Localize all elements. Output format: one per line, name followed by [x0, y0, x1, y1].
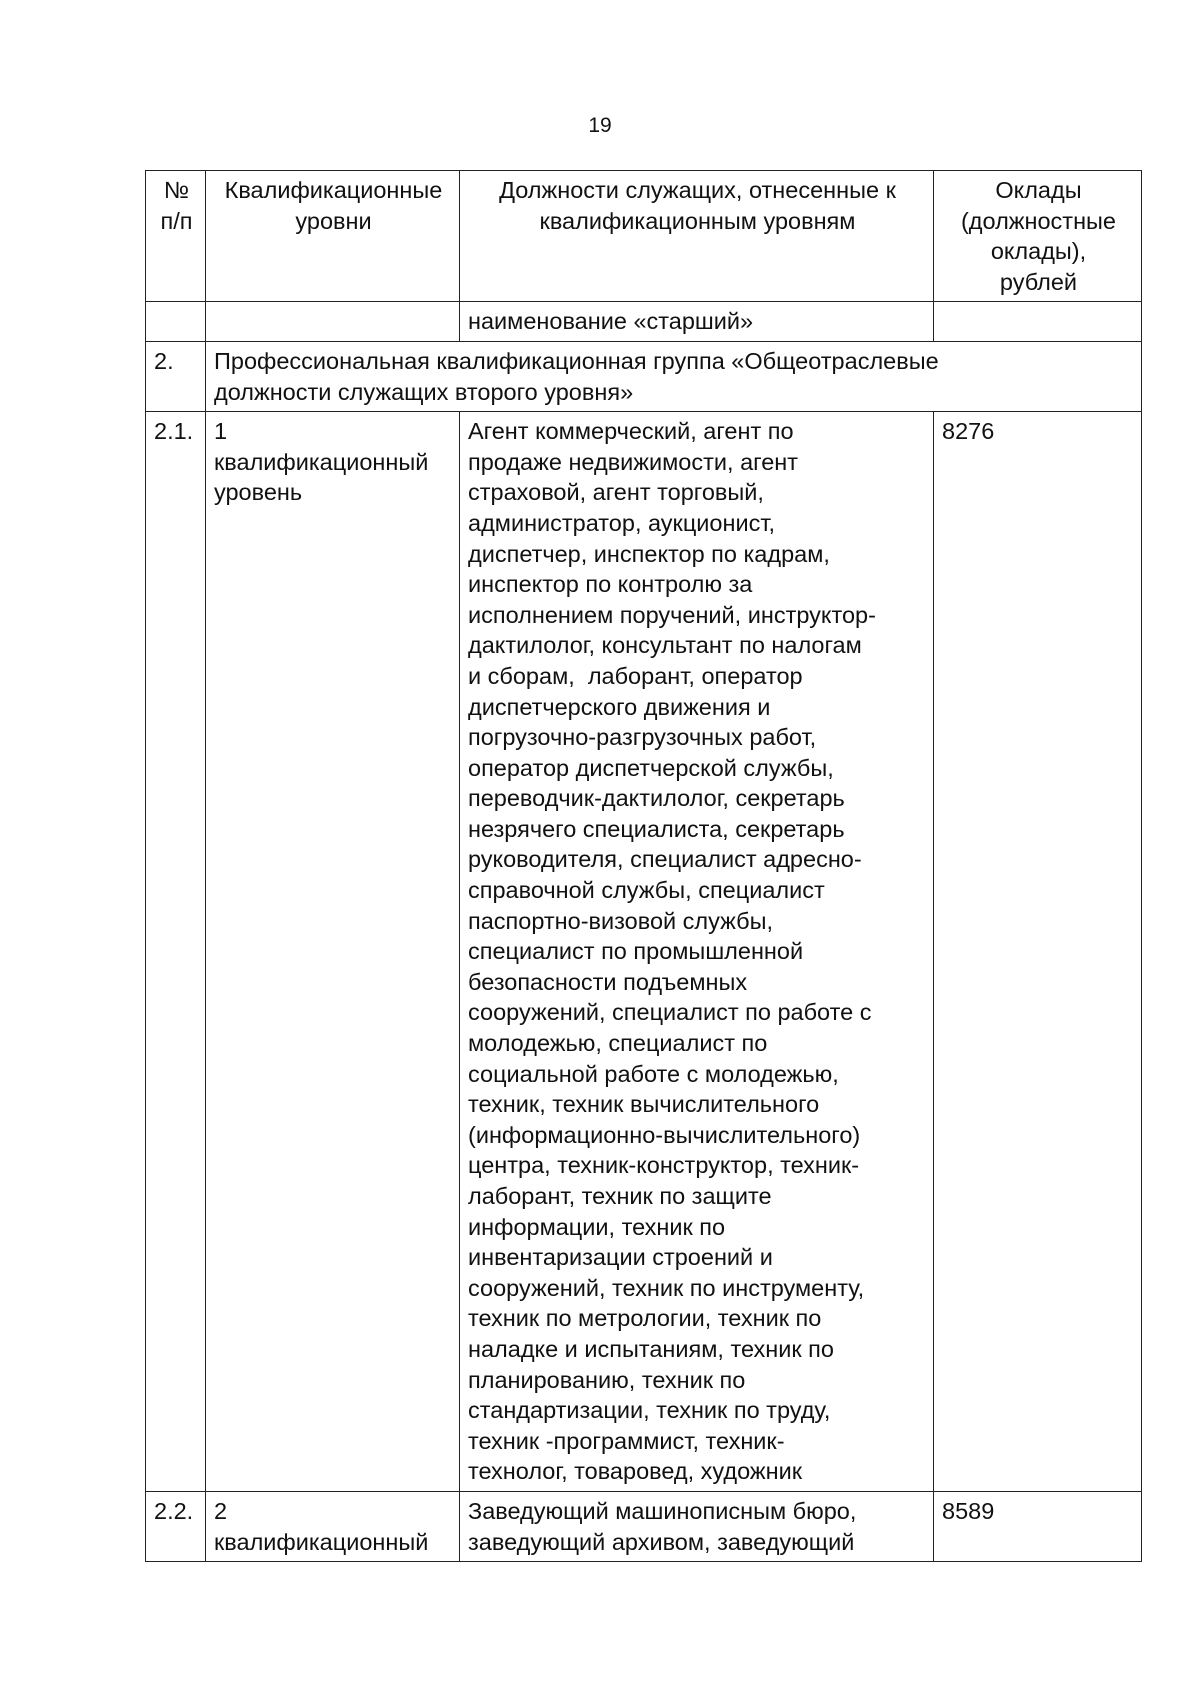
- positions-line: молодежью, специалист по: [468, 1030, 768, 1057]
- positions-line: технолог, товаровед, художник: [468, 1458, 803, 1485]
- positions-line: Агент коммерческий, агент по: [468, 418, 794, 445]
- level-line: квалификационный: [214, 1528, 429, 1555]
- positions-line: (информационно-вычислительного): [468, 1121, 861, 1148]
- positions-line: инспектор по контролю за: [468, 571, 753, 598]
- header-positions-line: Должности служащих, отнесенные к: [499, 177, 896, 203]
- positions-line: Заведующий машинописным бюро,: [468, 1497, 857, 1524]
- positions-line: специалист по промышленной: [468, 938, 804, 965]
- level-line: квалификационный: [214, 448, 429, 475]
- positions-line: заведующий архивом, заведующий: [468, 1528, 855, 1555]
- continuation-level-cell: [206, 302, 460, 342]
- positions-line: погрузочно-разгрузочных работ,: [468, 724, 817, 751]
- positions-line: незрячего специалиста, секретарь: [468, 815, 845, 842]
- salary-table: [145, 170, 1142, 1562]
- positions-line: оператор диспетчерской службы,: [468, 754, 834, 781]
- positions-line: паспортно-визовой службы,: [468, 907, 774, 934]
- page-number: 19: [588, 114, 612, 137]
- positions-line: сооружений, техник по инструменту,: [468, 1274, 865, 1301]
- header-salary-line: Оклады: [995, 177, 1082, 203]
- positions-line: информации, техник по: [468, 1213, 726, 1240]
- positions-line: страховой, агент торговый,: [468, 479, 764, 506]
- row-positions: [460, 412, 934, 1492]
- positions-line: планированию, техник по: [468, 1366, 746, 1393]
- table-header-row: [146, 171, 1142, 302]
- positions-line: техник, техник вычислительного: [468, 1091, 820, 1118]
- positions-line: социальной работе с молодежью,: [468, 1060, 839, 1087]
- header-positions: [460, 171, 934, 302]
- header-number: [146, 171, 206, 302]
- positions-line: центра, техник-конструктор, техник-: [468, 1152, 860, 1179]
- level-line: 1: [214, 418, 228, 445]
- section-title-line: Профессиональная квалификационная группа «Общеотраслевые: [214, 347, 939, 374]
- continuation-row: [146, 302, 1142, 342]
- positions-line: исполнением поручений, инструктор-: [468, 601, 876, 628]
- section-title-line: должности служащих второго уровня»: [214, 378, 634, 405]
- positions-line: дактилолог, консультант по налогам: [468, 632, 862, 659]
- header-number-line: п/п: [160, 207, 193, 234]
- positions-line: техник -программист, техник-: [468, 1427, 785, 1454]
- row-salary: 8589: [934, 1491, 1142, 1561]
- positions-line: продаже недвижимости, агент: [468, 448, 799, 475]
- header-positions-line: квалификационным уровням: [539, 207, 856, 234]
- row-number: 2.1.: [146, 412, 206, 1492]
- row-level: [206, 412, 460, 1492]
- positions-line: наладке и испытаниям, техник по: [468, 1335, 834, 1362]
- level-line: 2: [214, 1497, 228, 1524]
- table-row: [146, 412, 1142, 1492]
- section-number: 2.: [146, 341, 206, 411]
- section-title: [206, 341, 1142, 411]
- positions-line: инвентаризации строений и: [468, 1244, 773, 1271]
- positions-line: безопасности подъемных: [468, 968, 748, 995]
- positions-line: и сборам, лаборант, оператор: [468, 662, 803, 689]
- header-level-line: Квалификационные: [224, 177, 443, 203]
- level-line: уровень: [214, 479, 303, 506]
- positions-line: администратор, аукционист,: [468, 509, 776, 536]
- table-row: [146, 1491, 1142, 1561]
- header-level: [206, 171, 460, 302]
- continuation-salary-cell: [934, 302, 1142, 342]
- positions-line: техник по метрологии, техник по: [468, 1305, 822, 1332]
- header-salary-line: (должностные: [960, 207, 1117, 234]
- row-number: 2.2.: [146, 1491, 206, 1561]
- positions-line: лаборант, техник по защите: [468, 1183, 772, 1209]
- header-salary-line: рублей: [999, 268, 1078, 295]
- positions-line: диспетчер, инспектор по кадрам,: [468, 540, 830, 567]
- positions-line: диспетчерского движения и: [468, 693, 771, 720]
- positions-line: стандартизации, техник по труду,: [468, 1397, 831, 1424]
- header-salary: [934, 171, 1142, 302]
- section-row: [146, 341, 1142, 411]
- positions-line: переводчик-дактилолог, секретарь: [468, 785, 845, 812]
- positions-line: справочной службы, специалист: [468, 877, 825, 904]
- row-positions: [460, 1491, 934, 1561]
- header-salary-line: оклады),: [990, 238, 1087, 265]
- continuation-number-cell: [146, 302, 206, 342]
- positions-line: руководителя, специалист адресно-: [468, 846, 862, 873]
- positions-line: сооружений, специалист по работе с: [468, 999, 872, 1026]
- row-salary: 8276: [934, 412, 1142, 1492]
- header-number-line: №: [163, 177, 190, 203]
- continuation-positions-cell: наименование «старший»: [460, 302, 934, 342]
- header-level-line: уровни: [295, 207, 372, 234]
- row-level: [206, 1491, 460, 1561]
